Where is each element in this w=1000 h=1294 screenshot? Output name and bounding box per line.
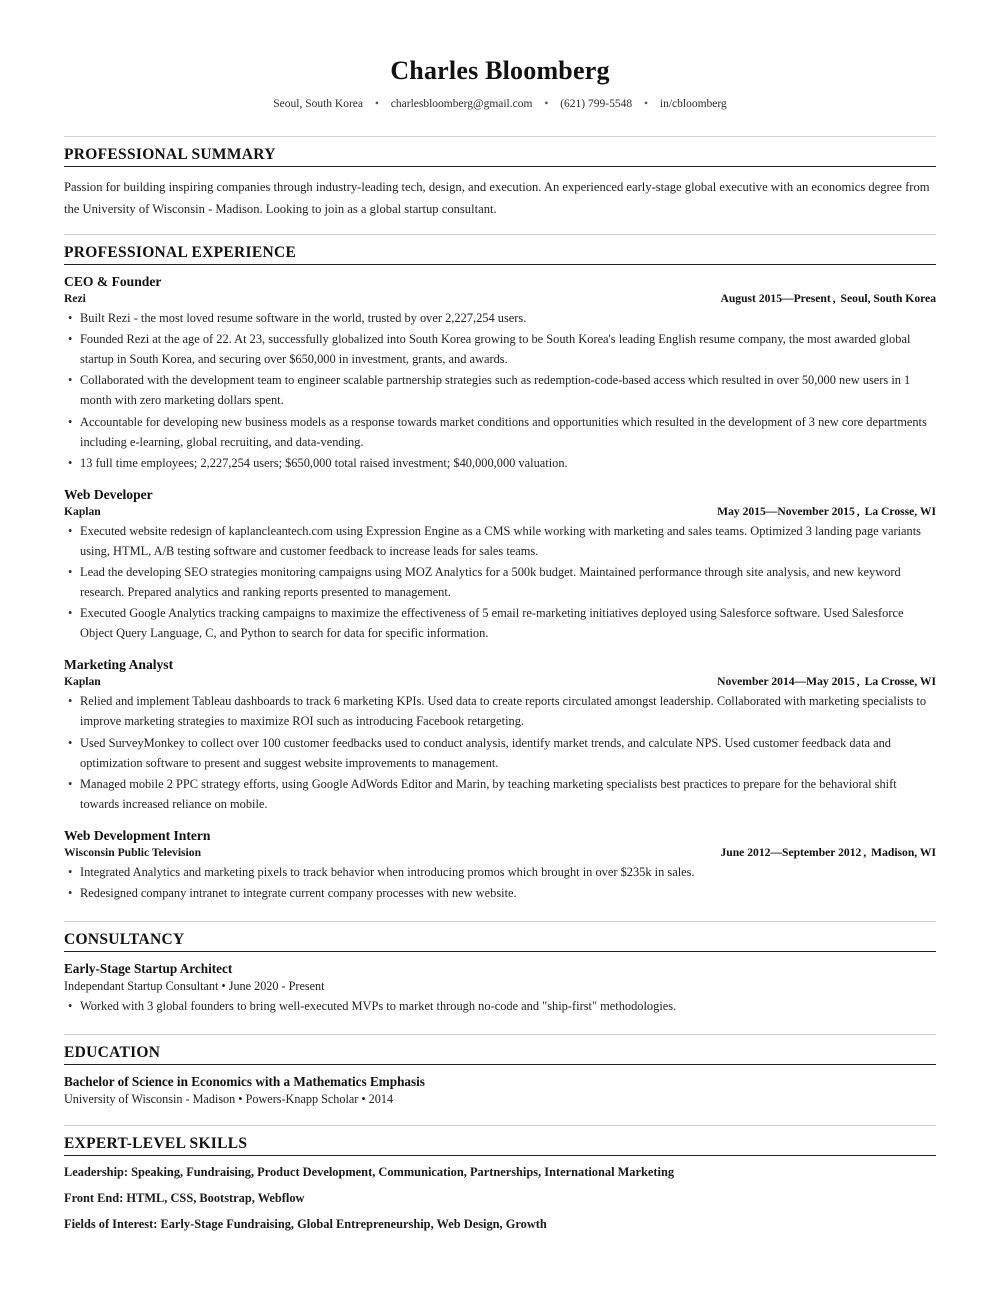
- job-company: Kaplan: [64, 675, 101, 689]
- job-bullet: • Lead the developing SEO strategies monitoring campaigns using MOZ Analytics for a 500k budget. Maintained performance through site analysis, and new keyword research. Prepared analytics and ranking reports presented to management.: [64, 562, 936, 602]
- job-bullet: • Managed mobile 2 PPC strategy efforts, using Google AdWords Editor and Marin, by teaching marketing specialists best practices to prepare for the behavioral shift towards increased reliance on mobile.: [64, 774, 936, 814]
- job-title: Web Development Intern: [64, 827, 211, 843]
- job-dates-location: May 2015—November 2015 , La Crosse, WI: [717, 504, 936, 518]
- job-location: La Crosse, WI: [864, 675, 936, 689]
- job-dates: August 2015—Present: [720, 292, 831, 306]
- job-company: Rezi: [64, 292, 86, 306]
- job-bullet: • Used SurveyMonkey to collect over 100 customer feedbacks used to conduct analysis, identify market trends, and calculate NPS. Used customer feedback data and optimization software to present and suggest website improvements to management.: [64, 733, 936, 773]
- consultancy-subtitle: Independant Startup Consultant • June 2020 - Present: [64, 979, 325, 994]
- job-dates-location: August 2015—Present , Seoul, South Korea: [720, 292, 936, 306]
- skill-row: Leadership: Speaking, Fundraising, Product Development, Communication, Partnerships, International Marketing: [64, 1165, 675, 1180]
- contact-separator-icon: •: [643, 98, 648, 110]
- job-bullet: • Founded Rezi at the age of 22. At 23, successfully globalized into South Korea growing to be South Korea's leading English resume company, the most awarded global startup in South Korea, and securing over $650,000 in investment, grants, and awards.: [64, 329, 936, 369]
- experience-item: [64, 828, 936, 903]
- contact-separator-icon: •: [544, 98, 549, 110]
- job-dates-location: November 2014—May 2015 , La Crosse, WI: [717, 675, 936, 689]
- job-location: La Crosse, WI: [864, 504, 936, 518]
- education-degree: Bachelor of Science in Economics with a Mathematics Emphasis: [64, 1074, 425, 1090]
- section-title-experience: PROFESSIONAL EXPERIENCE: [64, 234, 936, 262]
- section-divider: [64, 951, 936, 952]
- job-dates: May 2015—November 2015: [717, 504, 855, 518]
- skill-row: Front End: HTML, CSS, Bootstrap, Webflow: [64, 1191, 305, 1206]
- job-bullet: • Executed website redesign of kaplancleantech.com using Expression Engine as a CMS while working with marketing and sales teams. Optimized 3 landing page variants using, HTML, A/B testing software and customer feedback to increase leads for sales teams.: [64, 521, 936, 561]
- job-meta: [64, 675, 936, 688]
- job-bullet: • Built Rezi - the most loved resume software in the world, trusted by over 2,227,254 users.: [64, 308, 936, 328]
- section-title-education: EDUCATION: [64, 1034, 936, 1062]
- consultancy-title: Early-Stage Startup Architect: [64, 961, 233, 977]
- job-location: Madison, WI: [871, 845, 936, 859]
- section-professional-summary: [64, 136, 936, 220]
- experience-item: [64, 657, 936, 814]
- experience-item: [64, 487, 936, 644]
- job-location: Seoul, South Korea: [840, 292, 936, 306]
- job-company: Kaplan: [64, 504, 101, 518]
- experience-item: [64, 274, 936, 473]
- job-bullet: • Collaborated with the development team to engineer scalable partnership strategies such as redemption-code-based access which resulted in over 50,000 new users in 1 month with zero marketing dollars spent.: [64, 370, 936, 410]
- job-bullets: [64, 862, 936, 903]
- contact-location: Seoul, South Korea: [273, 98, 364, 110]
- job-bullet: • Accountable for developing new business models as a response towards market conditions and opportunities which resulted in the development of 3 new core departments including e-learning, global recruiting, and data-vending.: [64, 412, 936, 452]
- summary-text: Passion for building inspiring companies through industry-leading tech, design, and execution. An experienced early-stage global executive with an economics degree from the University of Wisconsin - Madison. Looking to join as a global startup consultant.: [64, 180, 930, 217]
- consultancy-item: [64, 961, 936, 1016]
- job-bullet: • Executed Google Analytics tracking campaigns to maximize the effectiveness of 5 email re-marketing initiatives deployed using Salesforce software. Used Salesforce Object Query Language, C, and Python to search for data for specific information.: [64, 603, 936, 643]
- section-divider: [64, 1064, 936, 1065]
- contact-email[interactable]: charlesbloomberg@gmail.com: [390, 98, 533, 110]
- job-bullet: • Relied and implement Tableau dashboards to track 6 marketing KPIs. Used data to create reports circulated amongst leadership. Collaborated with marketing specialists to improve marketing strategies to maximize ROI such as introducing Facebook retargeting.: [64, 691, 936, 731]
- section-title-consultancy: CONSULTANCY: [64, 921, 936, 949]
- contact-line: [64, 98, 936, 110]
- consultancy-bullet: • Worked with 3 global founders to bring well-executed MVPs to market through no-code and "ship-first" methodologies.: [64, 996, 936, 1016]
- job-meta: [64, 505, 936, 518]
- section-professional-experience: [64, 234, 936, 903]
- education-item: [64, 1074, 936, 1107]
- section-skills: [64, 1125, 936, 1232]
- job-bullet: • Integrated Analytics and marketing pixels to track behavior when introducing promos which brought in over $235k in sales.: [64, 862, 936, 882]
- contact-separator-icon: •: [374, 98, 379, 110]
- job-title: Web Developer: [64, 486, 153, 502]
- resume-header: [64, 56, 936, 110]
- candidate-name: Charles Bloomberg: [390, 56, 610, 85]
- job-bullets: [64, 308, 936, 473]
- skill-row: Fields of Interest: Early-Stage Fundraising, Global Entrepreneurship, Web Design, Growth: [64, 1217, 547, 1232]
- section-divider: [64, 166, 936, 167]
- job-bullets: [64, 691, 936, 814]
- job-meta: [64, 846, 936, 859]
- section-divider: [64, 264, 936, 265]
- job-dates-location: June 2012—September 2012 , Madison, WI: [720, 845, 936, 859]
- section-title-summary: PROFESSIONAL SUMMARY: [64, 136, 936, 164]
- job-company: Wisconsin Public Television: [64, 845, 202, 859]
- education-details: University of Wisconsin - Madison • Powers-Knapp Scholar • 2014: [64, 1092, 394, 1107]
- section-divider: [64, 1155, 936, 1156]
- job-title: Marketing Analyst: [64, 657, 174, 673]
- job-bullet: • 13 full time employees; 2,227,254 users; $650,000 total raised investment; $40,000,000 valuation.: [64, 453, 936, 473]
- job-dates: June 2012—September 2012: [720, 845, 862, 859]
- contact-linkedin[interactable]: in/cbloomberg: [659, 98, 727, 110]
- section-title-skills: EXPERT-LEVEL SKILLS: [64, 1125, 936, 1153]
- job-bullet: • Redesigned company intranet to integrate current company processes with new website.: [64, 883, 936, 903]
- section-consultancy: [64, 921, 936, 1016]
- job-title: CEO & Founder: [64, 274, 162, 290]
- job-dates: November 2014—May 2015: [717, 675, 855, 689]
- job-bullets: [64, 521, 936, 644]
- job-meta: [64, 292, 936, 305]
- contact-phone: (621) 799-5548: [560, 98, 633, 110]
- section-education: [64, 1034, 936, 1107]
- consultancy-bullets: [64, 996, 936, 1016]
